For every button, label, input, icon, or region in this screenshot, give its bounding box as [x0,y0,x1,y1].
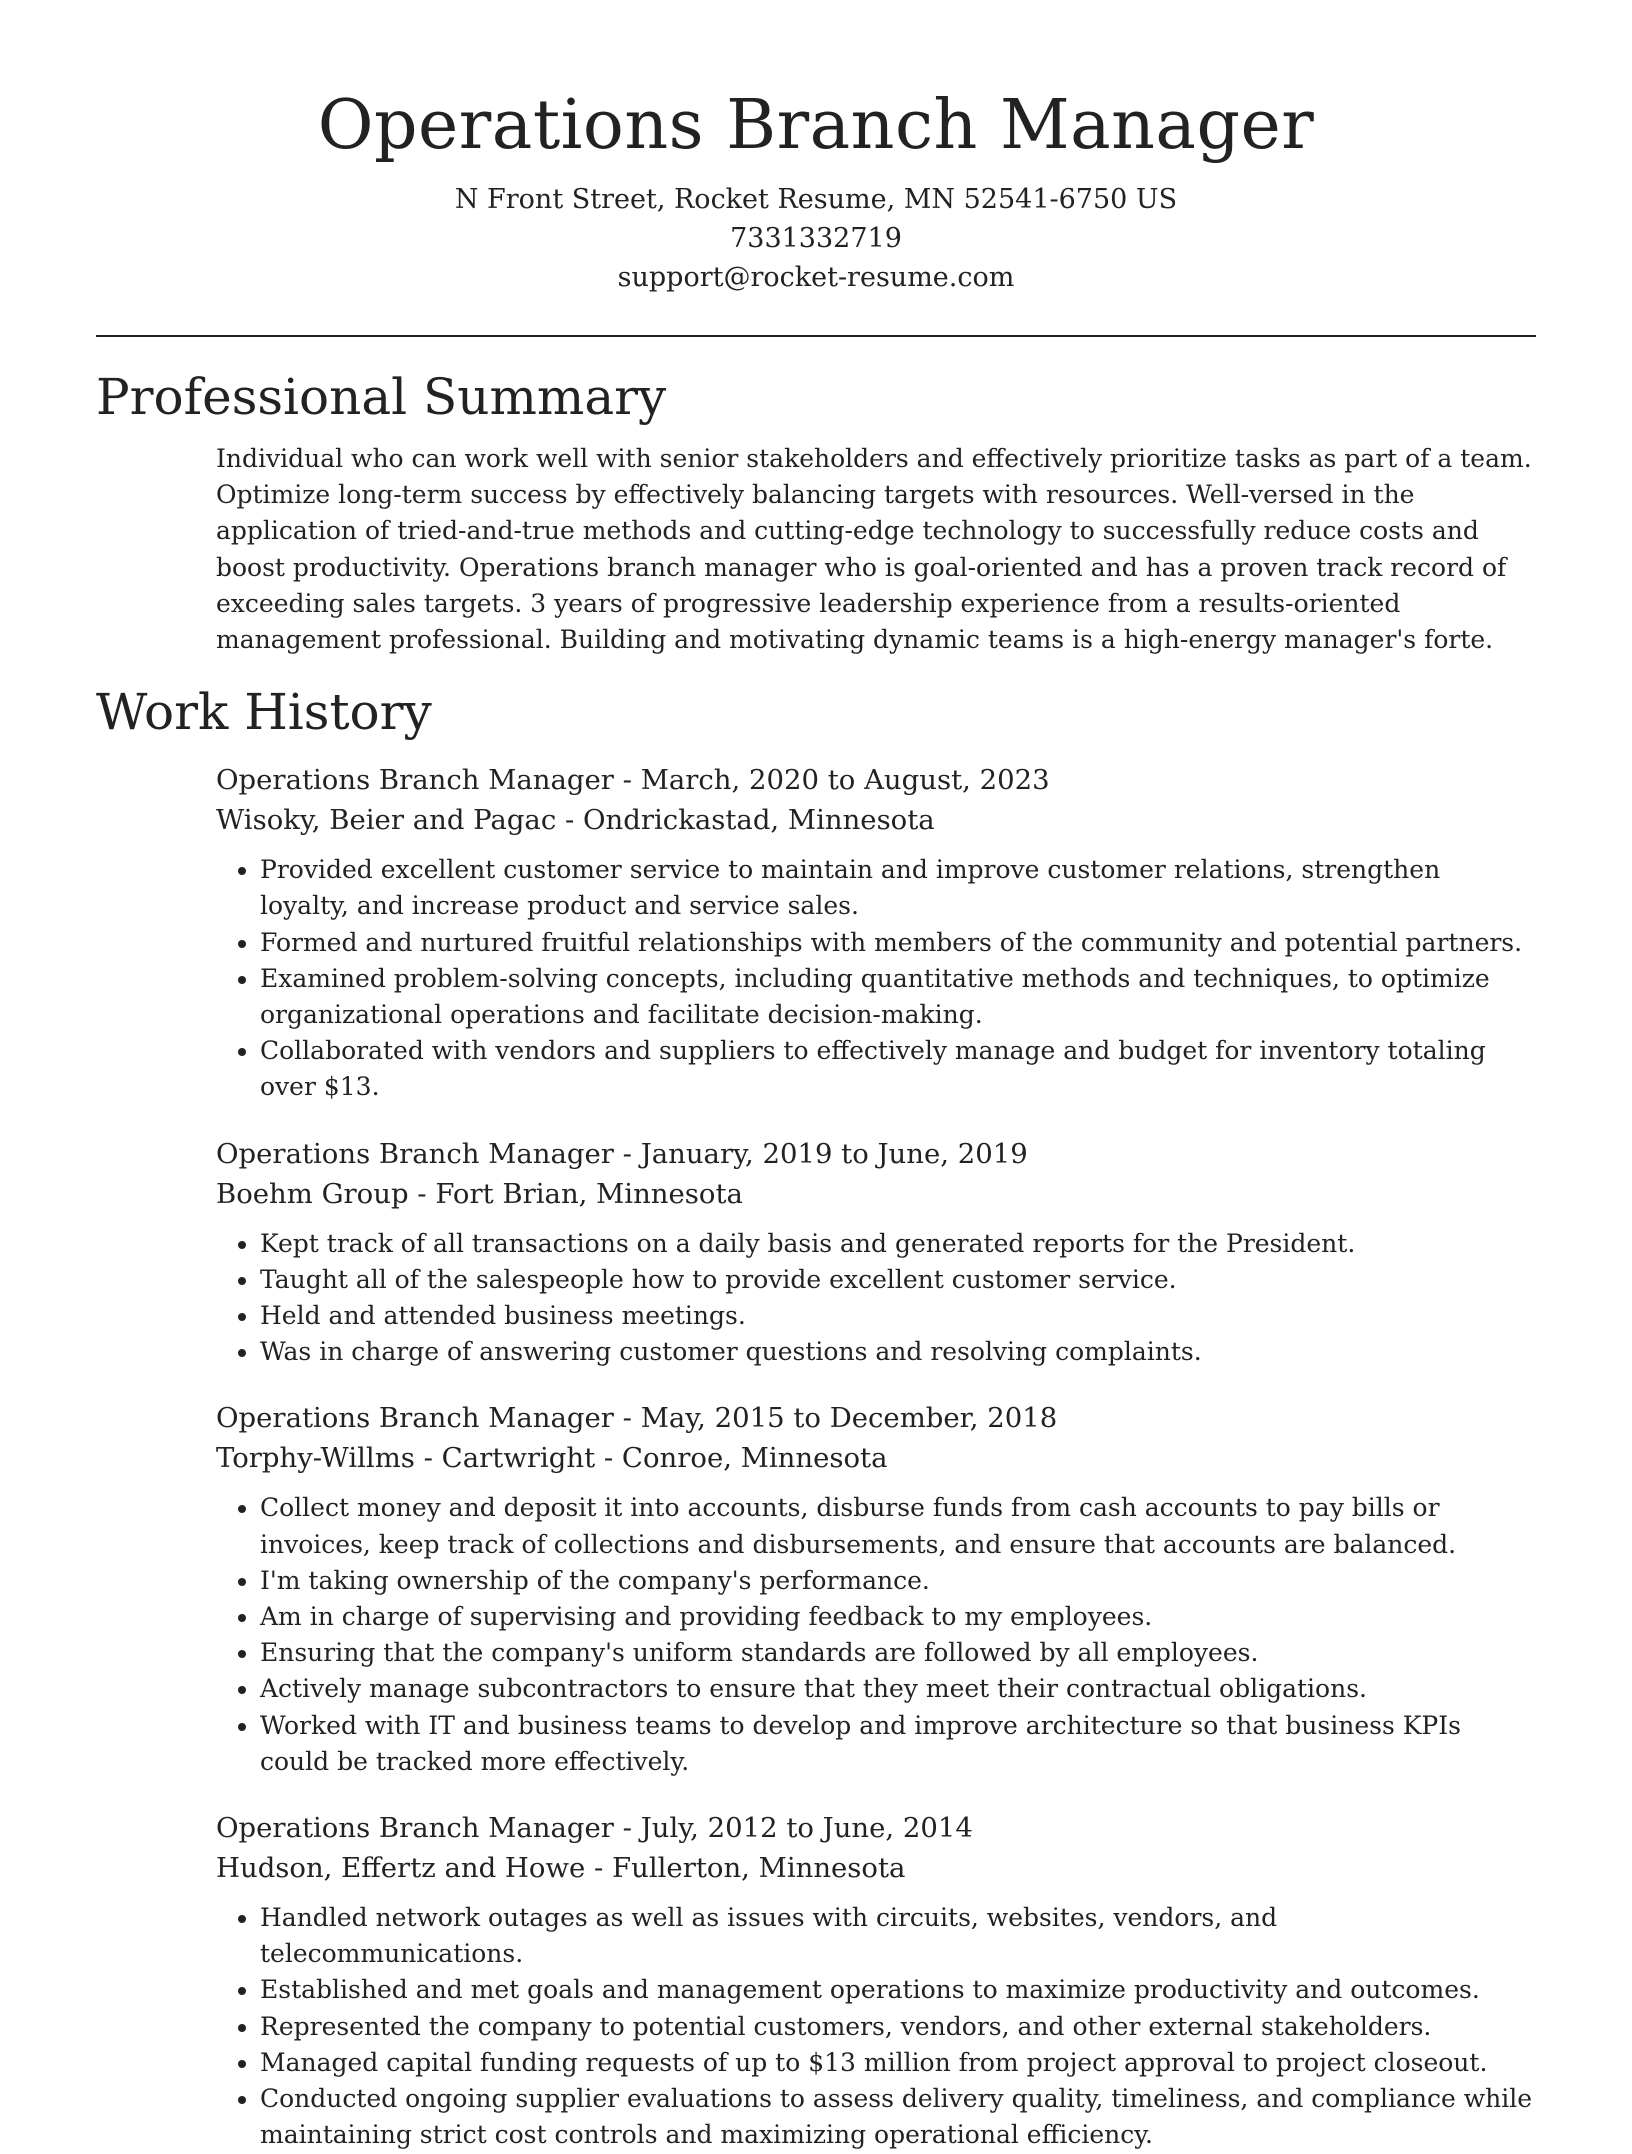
job-heading: Operations Branch Manager - March, 2020 to August, 2023 [216,764,1050,797]
job-bullets [216,852,1536,1105]
job-bullet: • Kept track of all transactions on a daily basis and generated reports for the President. [260,1226,1536,1262]
job-company: Hudson, Effertz and Howe - Fullerton, Minnesota [216,1852,906,1885]
job-bullet: • Established and met goals and management operations to maximize productivity and outcomes. [260,1972,1536,2008]
job-entry [216,1134,1536,1371]
summary-section-title: Professional Summary [96,368,667,426]
work-history-section-title: Work History [96,683,432,742]
job-bullet: • Handled network outages as well as issues with circuits, websites, vendors, and telecommunications. [260,1900,1536,1972]
job-bullet: • Collect money and deposit it into accounts, disburse funds from cash accounts to pay bills or invoices, keep track of collections and disbursements, and ensure that accounts are balanced. [260,1490,1536,1562]
job-bullet: • Was in charge of answering customer questions and resolving complaints. [260,1334,1536,1370]
header-divider [96,335,1536,337]
job-bullets [216,1900,1536,2153]
job-bullet: • Ensuring that the company's uniform standards are followed by all employees. [260,1635,1536,1671]
job-bullet: • I'm taking ownership of the company's performance. [260,1563,1536,1599]
job-entry [216,1808,1536,2153]
job-bullet: • Managed capital funding requests of up to $13 million from project approval to project closeout. [260,2045,1536,2081]
job-heading: Operations Branch Manager - May, 2015 to December, 2018 [216,1402,1058,1435]
job-company: Wisoky, Beier and Pagac - Ondrickastad, Minnesota [216,804,935,837]
contact-block [96,180,1536,297]
contact-email: support@rocket-resume.com [617,262,1015,293]
job-bullet: • Actively manage subcontractors to ensure that they meet their contractual obligations. [260,1671,1536,1707]
job-bullet: • Examined problem-solving concepts, including quantitative methods and techniques, to optimize organizational operations and facilitate decision-making. [260,961,1536,1033]
job-bullet: • Collaborated with vendors and suppliers to effectively manage and budget for inventory totaling over $13. [260,1033,1536,1105]
job-bullet: • Represented the company to potential customers, vendors, and other external stakeholders. [260,2009,1536,2045]
job-heading: Operations Branch Manager - January, 2019 to June, 2019 [216,1137,1028,1170]
job-bullet: • Taught all of the salespeople how to provide excellent customer service. [260,1262,1536,1298]
job-bullet: • Conducted ongoing supplier evaluations to assess delivery quality, timeliness, and compliance while maintaining strict cost controls and maximizing operational efficiency. [260,2081,1536,2153]
job-company: Boehm Group - Fort Brian, Minnesota [216,1177,743,1210]
job-bullets [216,1490,1536,1780]
contact-address: N Front Street, Rocket Resume, MN 52541-6750 US [454,184,1178,215]
contact-phone: 7331332719 [730,223,902,254]
summary-text: Individual who can work well with senior stakeholders and effectively prioritize tasks as part of a team. Optimize long-term success by effectively balancing targets with resources. Well-versed in the application of tried-and-true methods and cutting-edge technology to successfully reduce costs and boost productivity. Operations branch manager who is goal-oriented and has a proven track record of exceeding sales targets. 3 years of progressive leadership experience from a results-oriented management professional. Building and motivating dynamic teams is a high-energy manager's forte. [216,444,1532,655]
job-bullet: • Held and attended business meetings. [260,1298,1536,1334]
job-bullets [216,1226,1536,1371]
job-bullet: • Formed and nurtured fruitful relationships with members of the community and potential partners. [260,925,1536,961]
job-company: Torphy-Willms - Cartwright - Conroe, Minnesota [216,1442,888,1475]
candidate-name: Operations Branch Manager [317,86,1315,165]
resume-header [96,0,1536,297]
job-entry [216,1398,1536,1780]
job-bullet: • Worked with IT and business teams to develop and improve architecture so that business KPIs could be tracked more effectively. [260,1708,1536,1780]
job-bullet: • Am in charge of supervising and providing feedback to my employees. [260,1599,1536,1635]
job-bullet: • Provided excellent customer service to maintain and improve customer relations, strengthen loyalty, and increase product and service sales. [260,852,1536,924]
job-heading: Operations Branch Manager - July, 2012 to June, 2014 [216,1812,973,1845]
job-entry [216,760,1536,1105]
